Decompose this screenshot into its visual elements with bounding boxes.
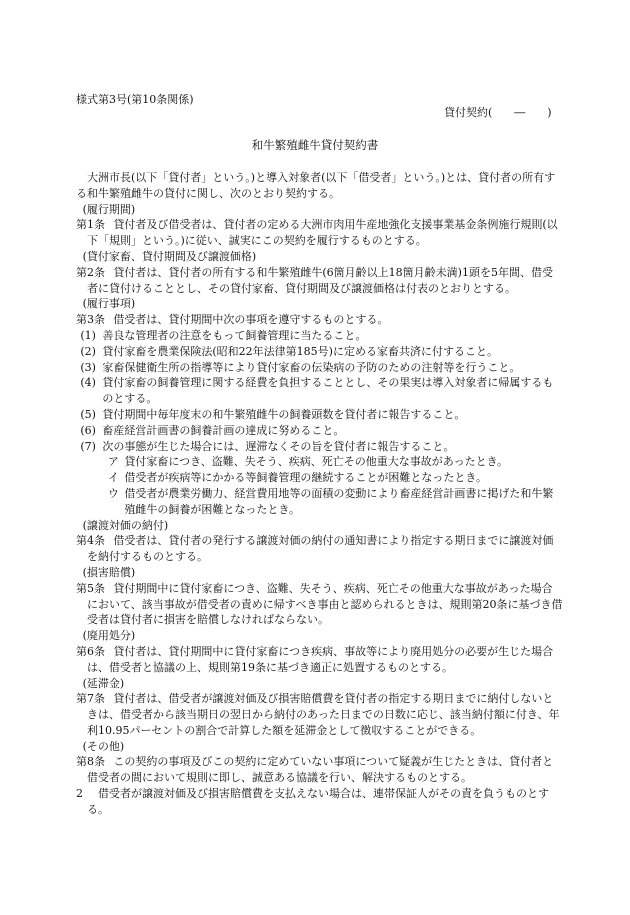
item-label: (6) bbox=[80, 423, 96, 437]
article-2-heading: (貸付家畜、貸付期間及び譲渡価格) bbox=[82, 249, 257, 263]
article-6 bbox=[76, 644, 563, 676]
article-3-number: 第3条 bbox=[76, 313, 105, 327]
article-1-text: 貸付者及び借受者は、貸付者の定める大洲市肉用牛産地強化支援事業基金条例施行規則(以下「規則」という。)に従い、誠実にこの契約を履行するものとする。 bbox=[87, 218, 558, 248]
article-5-heading: (損害賠償) bbox=[82, 565, 136, 579]
subitem-label: ア bbox=[107, 455, 119, 469]
item-label: (5) bbox=[80, 407, 96, 421]
item-label: (2) bbox=[80, 344, 96, 358]
article-2-text: 貸付者は、貸付者の所有する和牛繁殖雌牛(6箇月齢以上18箇月齢未満)1頭を5年間、借受者に貸付けることとし、その貸付家畜、貸付期間及び譲渡価格は付表のとおりとする。 bbox=[87, 265, 553, 295]
form-number: 様式第3号(第10条関係) bbox=[76, 93, 194, 106]
item-label: (7) bbox=[80, 439, 96, 453]
article-3 bbox=[76, 312, 563, 328]
item-text: 貸付家畜の飼養管理に関する経費を負担することとし、その果実は導入対象者に帰属するものとする。 bbox=[102, 376, 554, 406]
article-5 bbox=[76, 581, 563, 628]
item-label: (1) bbox=[80, 328, 96, 342]
item-text: 次の事態が生じた場合には、遅滞なくその旨を貸付者に報告すること。 bbox=[102, 439, 455, 453]
subitem-text: 借受者が疾病等にかかる等飼養管理の継続することが困難となったとき。 bbox=[124, 471, 487, 485]
article-3-subitem-a bbox=[76, 454, 563, 470]
article-5-number: 第5条 bbox=[76, 581, 105, 595]
item-text: 貸付家畜を農業保険法(昭和22年法律第185号)に定める家畜共済に付すること。 bbox=[102, 344, 498, 358]
article-3-item-7 bbox=[76, 439, 563, 455]
article-3-subitem-i bbox=[76, 470, 563, 486]
article-3-item-3 bbox=[76, 360, 563, 376]
item-text: 畜産経営計画書の飼養計画の達成に努めること。 bbox=[102, 423, 345, 437]
contract-number: 貸付契約( ― ) bbox=[444, 106, 552, 119]
article-3-item-1 bbox=[76, 328, 563, 344]
article-6-text: 貸付者は、貸付期間中に貸付家畜につき疾病、事故等により廃用処分の必要が生じた場合は、借受者と協議の上、規則第19条に基づき適正に処置するものとする。 bbox=[87, 644, 554, 674]
article-3-text: 借受者は、貸付期間中次の事項を遵守するものとする。 bbox=[113, 313, 389, 327]
article-7-heading: (延滞金) bbox=[82, 676, 125, 690]
article-3-item-5 bbox=[76, 407, 563, 423]
article-8-number: 第8条 bbox=[76, 755, 105, 769]
item-label: (3) bbox=[80, 360, 96, 374]
article-1 bbox=[76, 217, 563, 249]
article-4-number: 第4条 bbox=[76, 534, 105, 548]
article-7-number: 第7条 bbox=[76, 692, 105, 706]
article-4 bbox=[76, 533, 563, 565]
article-6-heading: (廃用処分) bbox=[82, 629, 136, 643]
article-3-item-6 bbox=[76, 423, 563, 439]
subitem-label: イ bbox=[107, 471, 119, 485]
paragraph-text: 借受者が譲渡対価及び損害賠償費を支払えない場合は、連帯保証人がその責を負うものとする。 bbox=[87, 787, 549, 816]
article-2-number: 第2条 bbox=[76, 265, 105, 279]
item-text: 貸付期間中毎年度末の和牛繁殖雌牛の飼養頭数を貸付者に報告すること。 bbox=[102, 407, 466, 421]
subitem-text: 借受者が農業労働力、経営費用地等の面積の変動により畜産経営計画書に掲げた和牛繁殖雌牛の飼養が困難となったとき。 bbox=[124, 486, 554, 516]
article-1-heading: (履行期間) bbox=[82, 202, 136, 216]
paragraph-number: 2 bbox=[76, 787, 83, 801]
article-2 bbox=[76, 265, 563, 297]
article-7-text: 貸付者は、借受者が譲渡対価及び損害賠償費を貸付者の指定する期日までに納付しないときは、借受者から該当期日の翌日から納付のあった日までの日数に応じ、該当納付額に付き、年利10.95パーセントの割合で計算した額を延滞金として徴収することができる。 bbox=[87, 692, 560, 737]
article-7 bbox=[76, 691, 563, 738]
item-text: 家畜保健衛生所の指導等により貸付家畜の伝染病の予防のための注射等を行うこと。 bbox=[102, 360, 521, 374]
article-3-heading: (履行事項) bbox=[82, 297, 136, 311]
article-4-heading: (譲渡対価の納付) bbox=[82, 518, 169, 532]
contract-body bbox=[76, 170, 563, 818]
article-8-text: この契約の事項及びこの契約に定めていない事項について疑義が生じたときは、貸付者と借受者の間において規則に即し、誠意ある協議を行い、解決するものとする。 bbox=[87, 755, 554, 785]
subitem-label: ウ bbox=[107, 486, 119, 500]
article-5-text: 貸付期間中に貸付家畜につき、盗難、失そう、疾病、死亡その他重大な事故があった場合において、該当事故が借受者の責めに帰すべき事由と認められるときは、規則第20条に基づき借受者は貸付者に損害を賠償しなければならない。 bbox=[87, 581, 563, 627]
article-4-text: 借受者は、貸付者の発行する譲渡対価の納付の通知書により指定する期日までに譲渡対価を納付するものとする。 bbox=[87, 534, 554, 564]
article-6-number: 第6条 bbox=[76, 644, 105, 658]
article-1-number: 第1条 bbox=[76, 218, 105, 232]
article-8-heading: (その他) bbox=[82, 739, 125, 753]
item-text: 善良な管理者の注意をもって飼養管理に当たること。 bbox=[102, 328, 367, 342]
article-3-subitem-u bbox=[76, 486, 563, 518]
item-label: (4) bbox=[80, 376, 96, 390]
article-3-item-2 bbox=[76, 344, 563, 360]
article-8 bbox=[76, 754, 563, 786]
intro-paragraph: 大洲市長(以下「貸付者」という。)と導入対象者(以下「借受者」という。)とは、貸付者の所有する和牛繁殖雌牛の貸付に関し、次のとおり契約する。 bbox=[76, 171, 556, 200]
document-title: 和牛繁殖雌牛貸付契約書 bbox=[251, 138, 379, 152]
article-3-item-4 bbox=[76, 375, 563, 407]
article-8-paragraph-2 bbox=[76, 786, 563, 818]
subitem-text: 貸付家畜につき、盗難、失そう、疾病、死亡その他重大な事故があったとき。 bbox=[124, 455, 509, 469]
